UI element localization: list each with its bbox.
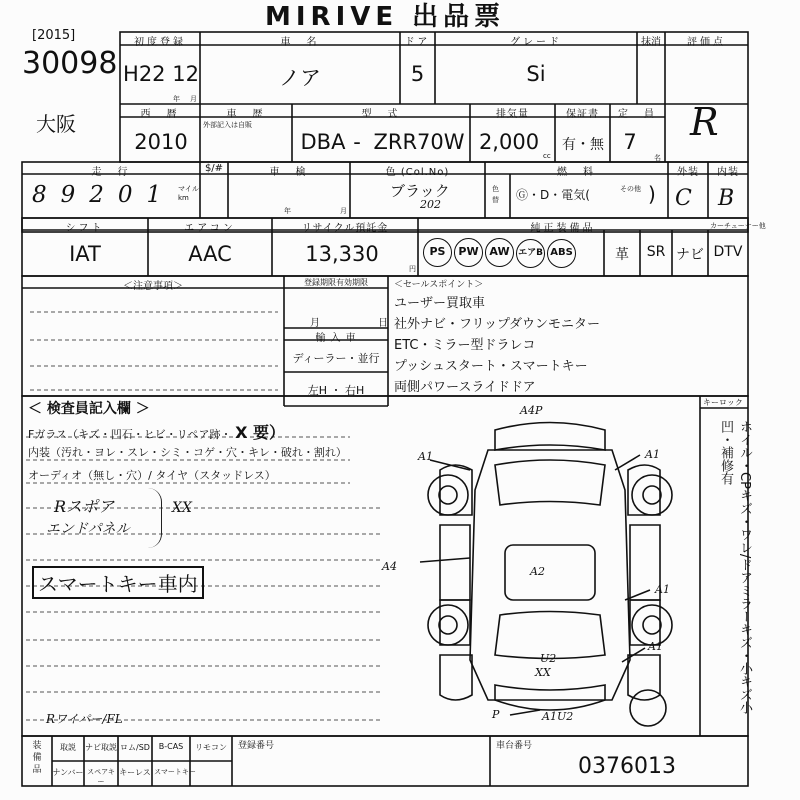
bottom-remote: リモコン (195, 743, 227, 752)
equip-navi: ナビ (676, 247, 704, 263)
region: 大阪 (36, 112, 76, 136)
fuel-paren: ) (648, 182, 656, 206)
interior-line: 内装（汚れ・ヨレ・スレ・シミ・コゲ・穴・キレ・破れ・割れ） (28, 446, 347, 459)
aircon-value: AAC (188, 242, 232, 266)
mark-a1-fl: A1 (418, 450, 433, 463)
sales-point-item: 両側パワースライドドア (394, 380, 536, 395)
windshield-line (28, 420, 285, 443)
label-mileage: 走 行 (91, 167, 131, 178)
sales-points (394, 293, 600, 398)
label-recycle: リサイクル預託金 (301, 223, 389, 234)
windshield-req: X 要） (235, 423, 285, 442)
bottom-manual: 取説 (60, 743, 76, 752)
label-history: 車 歴 (226, 109, 266, 120)
label-doors: ドア (404, 37, 431, 48)
color-change: 色替 (492, 185, 499, 204)
model-year-value: 2010 (134, 130, 188, 154)
mark-p: P (492, 708, 500, 721)
displacement-value: 2,000 (478, 130, 540, 154)
fuel-value: Ⓖ・D・電気( (516, 188, 590, 202)
bottom-navi-manual: ナビ取説 (85, 743, 117, 752)
boxed-note: スマートキー車内 (32, 566, 204, 599)
equip-airbag: エアB (516, 239, 545, 268)
bottom-spare-key: スペアキー (87, 768, 115, 786)
equip-abs: ABS (547, 239, 576, 268)
hand-note-3: XX (172, 500, 192, 516)
label-model-year: 西 暦 (140, 109, 180, 120)
sales-point-item: ユーザー買取車 (394, 296, 486, 311)
bottom-rom-sd: ロム/SD (120, 743, 150, 752)
equip-dtv: DTV (713, 244, 743, 260)
label-color: 色 (Col.No) (385, 167, 450, 178)
equipment-circles (423, 238, 578, 268)
import-type: ディーラー・並行 (292, 352, 380, 365)
shift-value: IAT (69, 242, 101, 266)
label-sales-point: ＜セールスポイント＞ (394, 280, 484, 290)
hand-bracket (148, 488, 162, 548)
displacement-unit: cc (543, 152, 551, 160)
capacity-unit: 名 (654, 154, 661, 162)
mark-a1-rear: A1 (648, 640, 663, 653)
label-notes: ＜注意事項＞ (123, 281, 183, 292)
audio-line: オーディオ（無し・穴）/ タイヤ（スタッドレス） (28, 469, 276, 482)
label-reg-no: 登録番号 (238, 741, 275, 751)
car-diagram (382, 404, 700, 730)
chassis-no-value: 0376013 (578, 754, 676, 779)
equip-pw: PW (454, 238, 483, 267)
label-shift: シフト (65, 223, 105, 234)
warranty-value: 有・無 (562, 137, 604, 153)
label-history-sub: 外部記入は自販 (203, 121, 252, 129)
doors-value: 5 (410, 62, 425, 86)
mark-a1u2: A1U2 (542, 710, 574, 723)
bottom-number: ナンバー (52, 768, 84, 777)
reg-deadline-day: 日 (378, 318, 388, 329)
label-grade: グレード (510, 37, 562, 48)
wiper-note: Rワイパー/FL (46, 712, 123, 726)
first-reg-value: H22 12 (123, 62, 199, 86)
label-inspector: ＜ 検査員記入欄 ＞ (28, 401, 150, 417)
sales-point-item: 社外ナビ・フリップダウンモニター (394, 317, 601, 332)
bottom-keyless: キーレス (119, 768, 151, 777)
inspection-month: 月 (340, 207, 347, 215)
label-aircon: エアコン (184, 223, 236, 234)
mileage-value: 89201 (32, 182, 176, 208)
label-exterior: 外装 (677, 167, 699, 178)
label-capacity: 定 員 (618, 109, 657, 120)
equip-leather: 革 (615, 247, 629, 263)
mark-a4-left: A4 (382, 560, 397, 573)
year-unit: 年 (173, 95, 180, 103)
capacity-value: 7 (623, 130, 637, 154)
sales-point-item: プッシュスタート・スマートキー (394, 359, 588, 374)
label-bottom-left: 装 備 品 (32, 741, 42, 775)
reg-deadline-month: 月 (310, 318, 320, 329)
model-dash: - (353, 130, 361, 154)
inspection-year: 年 (284, 207, 291, 215)
bottom-smart-key: スマートキー (154, 768, 196, 776)
label-interior: 内装 (717, 167, 739, 178)
label-key-lock: キーロック (703, 398, 743, 407)
equip-aw: AW (485, 238, 514, 267)
recycle-unit: 円 (409, 265, 416, 273)
car-name-value: ノア (279, 66, 321, 90)
mark-a1-rr: A1 (655, 583, 670, 596)
grade-value: Si (526, 62, 546, 86)
mark-xx: XX (535, 666, 551, 679)
label-chassis-no: 車台番号 (496, 741, 533, 751)
label-warranty: 保証書 (566, 109, 599, 120)
equip-ps: PS (423, 238, 452, 267)
mileage-unit: マイル km (178, 185, 199, 202)
bottom-bcas: B-CAS (158, 742, 184, 751)
hand-note-1: Rスポア (54, 497, 115, 516)
label-model: 型 式 (361, 109, 401, 120)
hand-note-2: エンドパネル (46, 521, 130, 537)
score-value: R (690, 100, 719, 144)
exterior-grade: C (675, 186, 692, 211)
fuel-other: その他 (620, 185, 641, 193)
label-fuel: 燃 料 (557, 167, 596, 178)
steering: 左H ・ 右H (307, 384, 365, 397)
label-dollar: $/# (204, 163, 224, 174)
model-prefix-value: DBA (300, 130, 346, 154)
side-note: ホイル・CPキズ・ワレ/ドアミラーキズ・小キズ小凹・補修有 (718, 420, 752, 715)
label-displacement: 排気量 (496, 109, 529, 120)
sales-point-item: ETC・ミラー型ドラレコ (394, 338, 536, 353)
label-equipment: 純正装備品 (530, 223, 596, 234)
label-car-name: 車 名 (280, 37, 320, 48)
year-tag: [2015] (32, 28, 76, 43)
label-tuner: カーチューナー他 (710, 222, 766, 230)
label-first-reg: 初度登録 (134, 37, 186, 48)
model-code-value: ZRR70W (373, 130, 465, 154)
windshield-text: Fガラス（キズ・凹石・ヒビ・リペア跡・ (28, 428, 232, 441)
sheet-title: MIRIVE 出品票 (265, 2, 506, 32)
equip-sr: SR (646, 244, 666, 260)
label-reg-deadline: 登録期限有効期限 (304, 278, 368, 287)
color-value: ブラック (390, 182, 450, 200)
month-unit: 月 (190, 95, 197, 103)
label-inspection: 車 検 (269, 167, 309, 178)
interior-grade: B (718, 186, 735, 211)
mark-u2: U2 (540, 652, 557, 665)
mark-a2-roof: A2 (530, 565, 545, 578)
label-score: 評価点 (687, 37, 726, 48)
recycle-value: 13,330 (305, 242, 379, 266)
label-import: 輸 入 車 (315, 333, 357, 344)
mark-a4p: A4P (520, 404, 543, 417)
lot-number: 30098 (22, 46, 118, 81)
label-sheet: 抹消 (641, 37, 661, 48)
mark-a1-fr: A1 (645, 448, 660, 461)
color-no-value: 202 (420, 198, 441, 211)
